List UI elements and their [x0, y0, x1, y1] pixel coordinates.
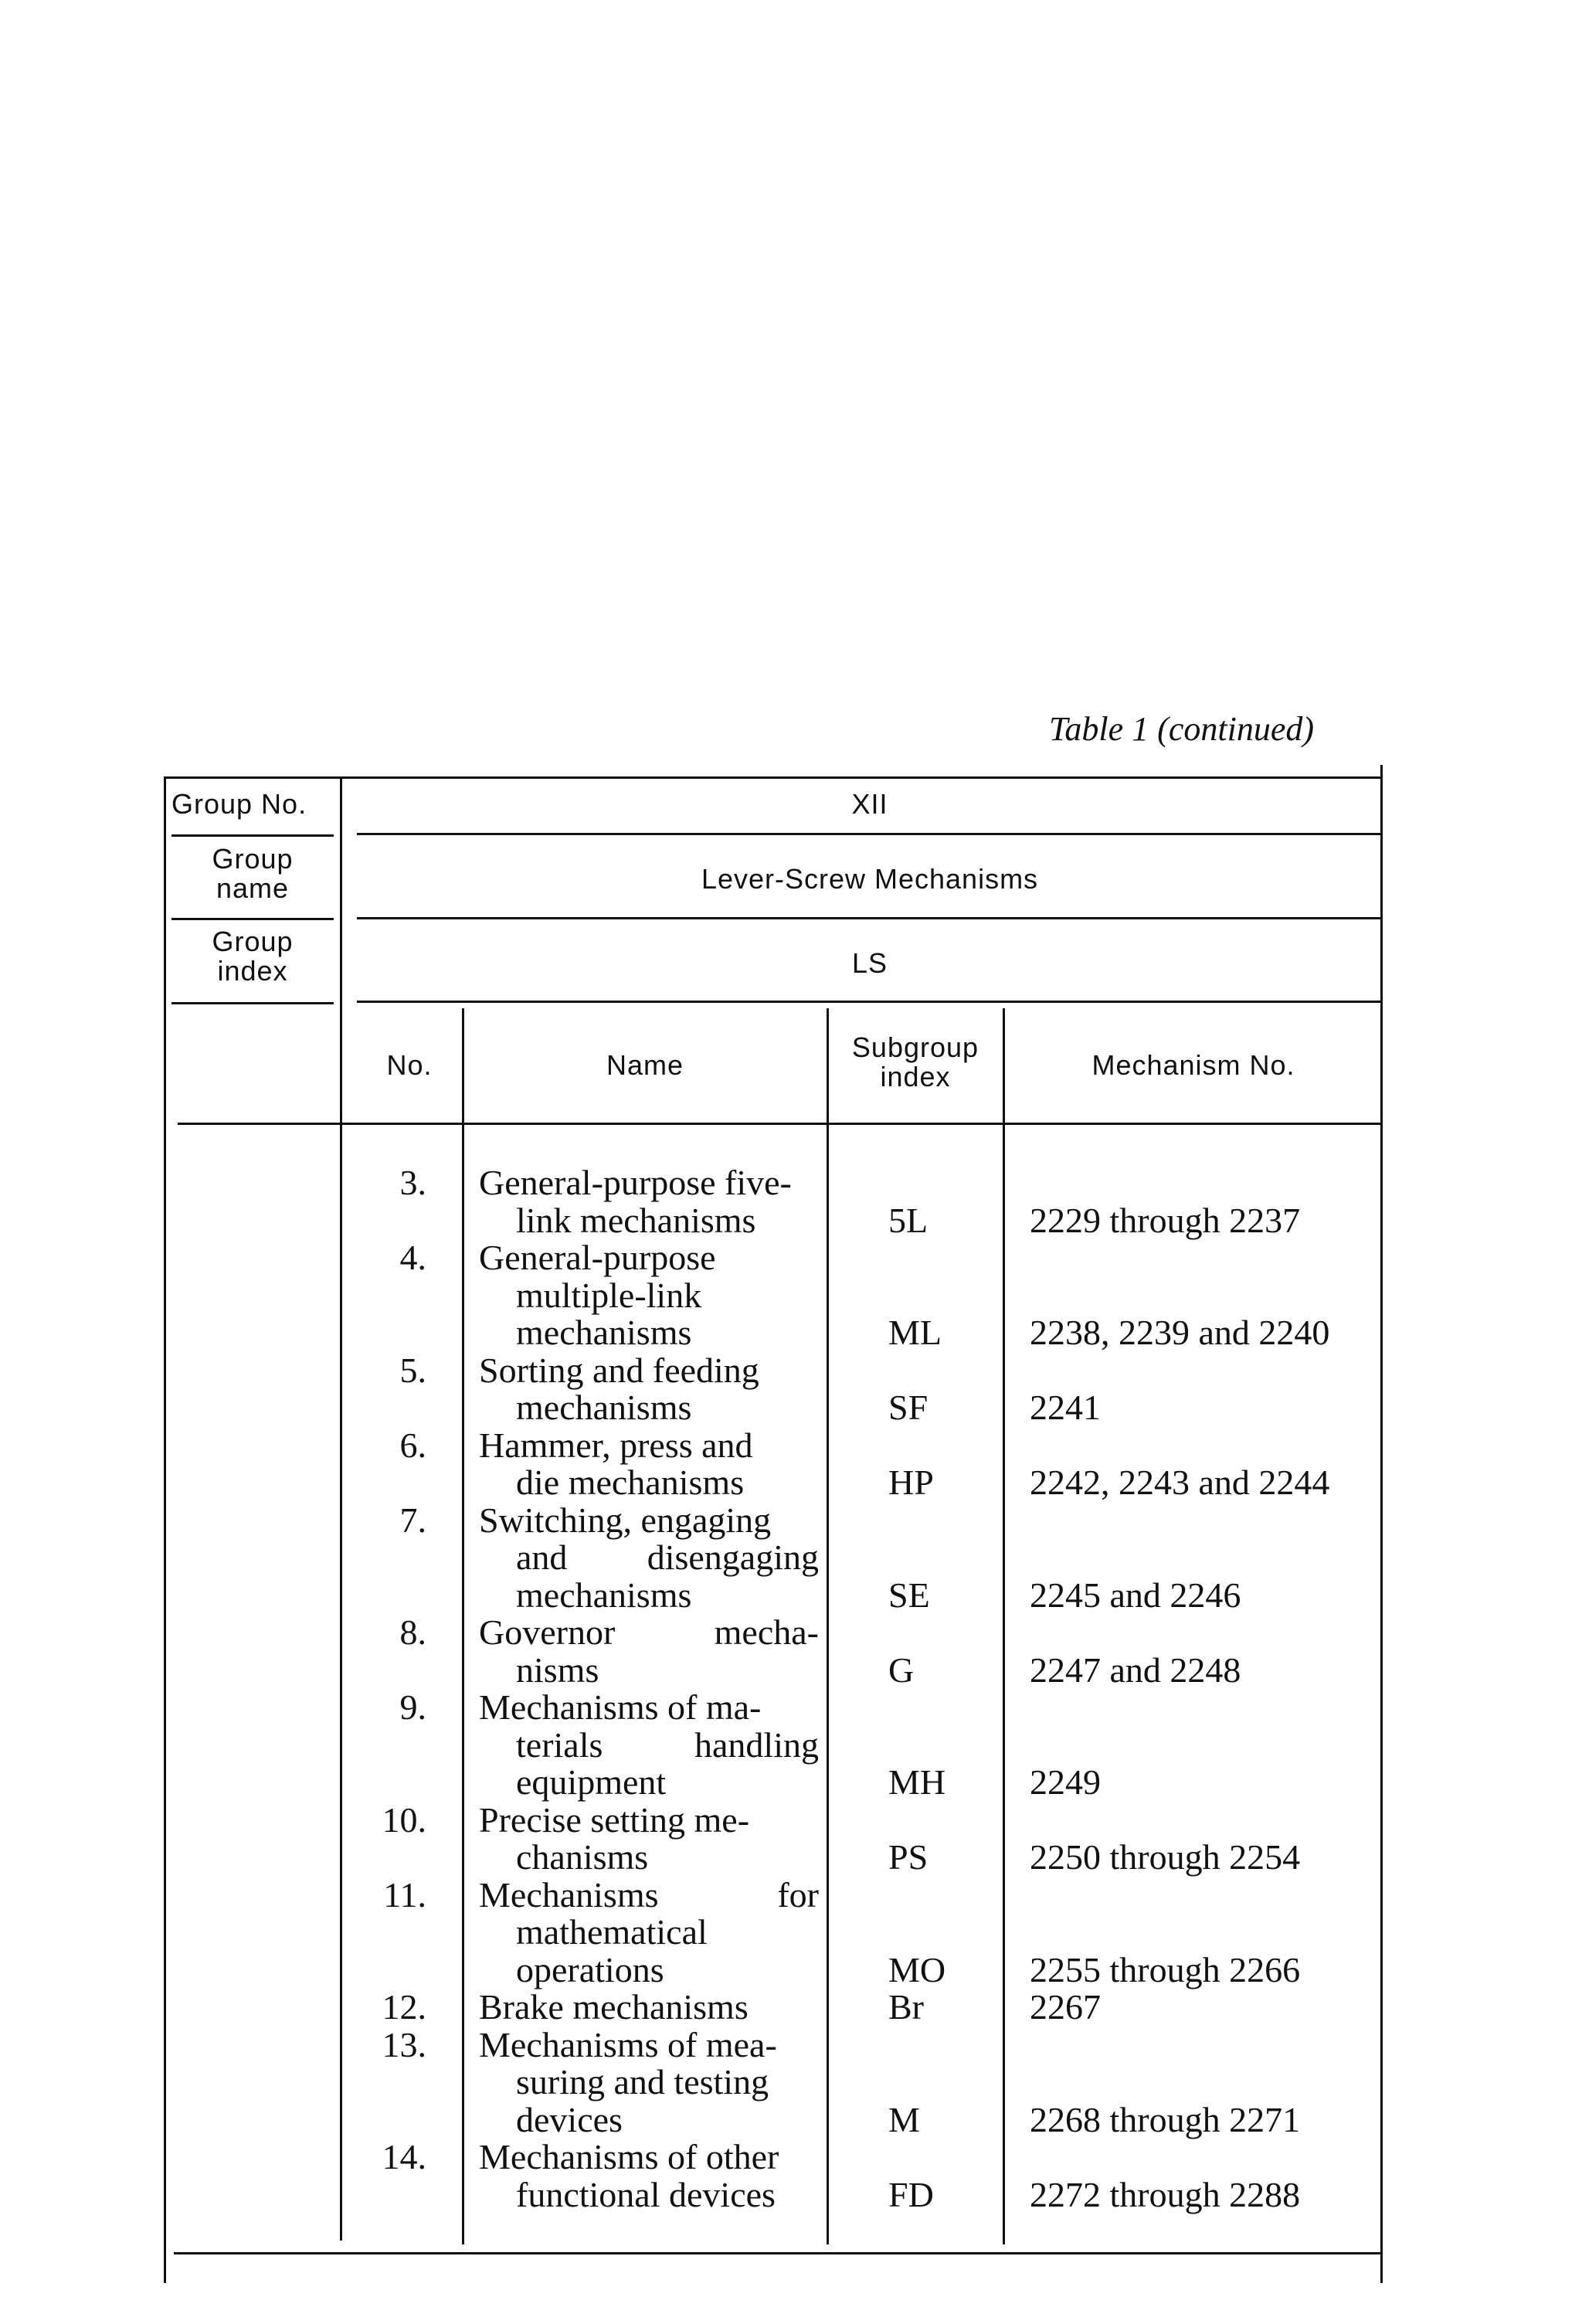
row-name-line: Mechanisms of other: [479, 2137, 779, 2176]
row-name-line: and disengaging: [516, 1537, 819, 1577]
table-caption: Table 1 (continued): [1049, 710, 1314, 748]
row-name-line: terials handling: [516, 1724, 819, 1765]
group-index-value: LS: [851, 947, 888, 979]
column-header-rule: [178, 1123, 1383, 1125]
header-rule-2: [357, 917, 1383, 919]
row-mechanism-numbers: 2242, 2243 and 2244: [1030, 1463, 1330, 1502]
row-name-line: mathematical: [516, 1912, 708, 1952]
group-index-label-line-2: index: [217, 955, 288, 987]
row-name-line: General-purpose: [479, 1238, 716, 1277]
row-mechanism-numbers: 2245 and 2246: [1030, 1575, 1241, 1615]
row-number: 4.: [399, 1238, 426, 1277]
row-name-line: suring and testing: [516, 2062, 769, 2101]
row-number: 6.: [399, 1425, 426, 1465]
row-mechanism-numbers: 2249: [1030, 1762, 1101, 1802]
row-subgroup-index: Br: [888, 1987, 924, 2027]
row-number: 3.: [399, 1163, 426, 1202]
row-subgroup-index: SE: [888, 1575, 930, 1615]
row-number: 9.: [399, 1687, 426, 1727]
row-name-line: operations: [516, 1949, 664, 1989]
row-name: [479, 1989, 749, 2027]
row-subgroup-index: MO: [888, 1949, 946, 1989]
row-mechanism-numbers: 2241: [1030, 1388, 1101, 1427]
row-name-line: nisms: [516, 1650, 599, 1690]
row-name-line: equipment: [516, 1762, 667, 1802]
row-name-line: Mechanisms for: [479, 1874, 819, 1915]
col-divider-no-name: [462, 1008, 464, 2244]
column-header-name: Name: [606, 1049, 684, 1081]
row-name-line: Precise setting me-: [479, 1799, 750, 1840]
row-number: 14.: [382, 2137, 426, 2176]
row-name-line: mechanisms: [516, 1313, 692, 1352]
row-number: 8.: [399, 1612, 426, 1652]
group-name-value: Lever-Screw Mechanisms: [701, 863, 1039, 895]
row-name: [479, 1799, 750, 1877]
row-name: [479, 1239, 716, 1352]
row-number: 7.: [399, 1500, 426, 1540]
row-subgroup-index: G: [888, 1650, 915, 1690]
group-name-label-line-2: name: [216, 872, 290, 904]
row-name: [479, 2024, 777, 2139]
row-mechanism-numbers: 2229 through 2237: [1030, 1200, 1301, 1240]
row-name-line: Mechanisms of ma-: [479, 1687, 762, 1727]
row-mechanism-numbers: 2247 and 2248: [1030, 1650, 1241, 1690]
row-subgroup-index: SF: [888, 1388, 928, 1427]
row-subgroup-index: HP: [888, 1463, 934, 1502]
label-rule-1: [171, 834, 334, 837]
label-column-divider: [340, 776, 342, 2241]
row-mechanism-numbers: 2268 through 2271: [1030, 2099, 1301, 2139]
row-number: 10.: [382, 1799, 426, 1840]
header-rule-1: [357, 833, 1383, 835]
column-header-mechanism: Mechanism No.: [1091, 1049, 1295, 1081]
group-name-label: [171, 844, 334, 903]
label-rule-2: [171, 918, 334, 920]
row-number: 5.: [399, 1350, 426, 1390]
row-name: [479, 1164, 792, 1239]
col-divider-name-subgroup: [827, 1008, 829, 2244]
row-name: [479, 1427, 753, 1502]
row-mechanism-numbers: 2272 through 2288: [1030, 2174, 1301, 2214]
table-left-border: [164, 776, 166, 2283]
group-index-label-line-1: Group: [212, 926, 294, 957]
row-subgroup-index: MH: [888, 1762, 946, 1802]
table-bottom-rule: [174, 2252, 1383, 2254]
row-name-line: Brake mechanisms: [479, 1987, 749, 2027]
table-top-rule: [164, 776, 1383, 779]
group-no-label: Group No.: [171, 788, 307, 820]
column-header-no: No.: [386, 1049, 433, 1081]
row-subgroup-index: PS: [888, 1837, 928, 1877]
group-no-value: XII: [851, 788, 888, 820]
row-name-line: multiple-link: [516, 1275, 702, 1315]
column-header-subgroup: [828, 1033, 1003, 1092]
table-right-border: [1380, 765, 1383, 2283]
group-name-label-line-1: Group: [212, 843, 294, 875]
row-mechanism-numbers: 2250 through 2254: [1030, 1837, 1301, 1877]
row-number: 12.: [382, 1987, 426, 2027]
row-name-line: link mechanisms: [516, 1200, 756, 1240]
row-mechanism-numbers: 2255 through 2266: [1030, 1949, 1301, 1989]
row-name-line: Switching, engaging: [479, 1500, 772, 1540]
row-name: [479, 1614, 819, 1689]
row-name-line: Sorting and feeding: [479, 1350, 759, 1390]
row-name-line: Hammer, press and: [479, 1425, 753, 1465]
row-subgroup-index: 5L: [888, 1200, 928, 1240]
row-number: 11.: [383, 1874, 426, 1915]
column-header-subgroup-line-1: Subgroup: [851, 1031, 979, 1063]
row-name: [479, 2139, 779, 2214]
row-number: 13.: [382, 2024, 426, 2064]
row-name-line: mechanisms: [516, 1388, 692, 1427]
row-mechanism-numbers: 2238, 2239 and 2240: [1030, 1313, 1330, 1352]
col-divider-subgroup-mechanism: [1003, 1008, 1005, 2244]
group-index-label: [171, 927, 334, 986]
row-name: [479, 1874, 819, 1989]
row-name-line: General-purpose five-: [479, 1163, 792, 1202]
row-name: [479, 1502, 819, 1615]
row-name-line: mechanisms: [516, 1575, 692, 1615]
row-name-line: Mechanisms of mea-: [479, 2024, 777, 2064]
row-name-line: chanisms: [516, 1837, 649, 1877]
column-header-subgroup-line-2: index: [880, 1061, 951, 1092]
row-mechanism-numbers: 2267: [1030, 1987, 1101, 2027]
row-subgroup-index: FD: [888, 2174, 934, 2214]
row-subgroup-index: M: [888, 2099, 920, 2139]
label-rule-3: [171, 1002, 334, 1004]
row-subgroup-index: ML: [888, 1313, 942, 1352]
row-name-line: functional devices: [516, 2174, 776, 2214]
row-name-line: Governor mecha-: [479, 1612, 819, 1652]
row-name-line: die mechanisms: [516, 1463, 745, 1502]
row-name: [479, 1689, 819, 1802]
header-rule-3: [357, 1001, 1383, 1003]
row-name: [479, 1352, 759, 1427]
row-name-line: devices: [516, 2099, 623, 2139]
